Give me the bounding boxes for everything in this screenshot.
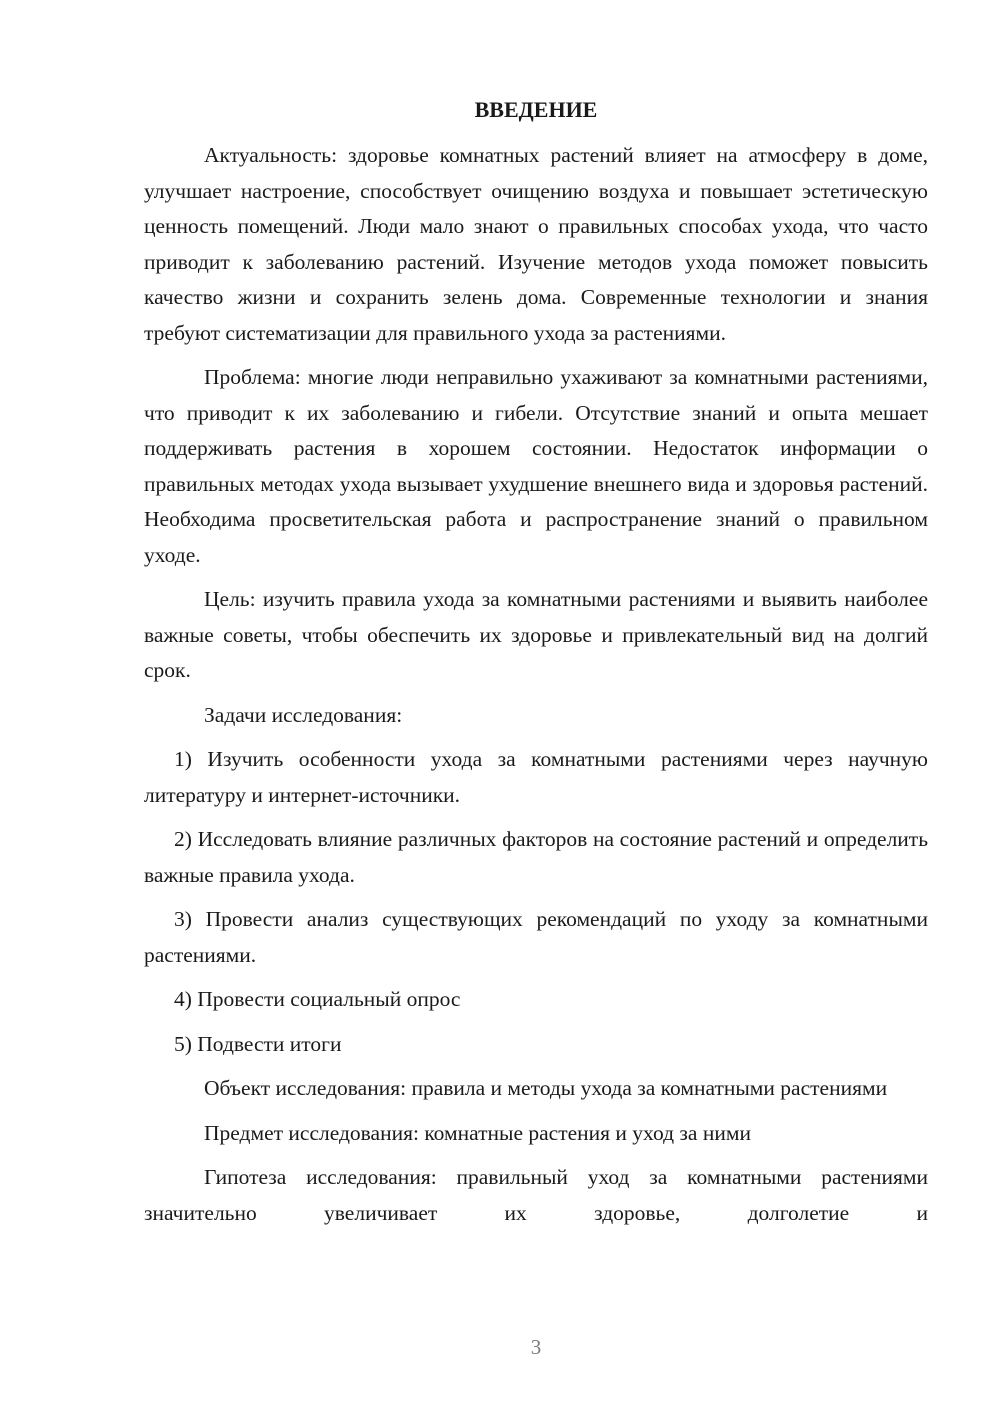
task-item-3: 3) Провести анализ существующих рекомендаций по уходу за комнатными растениями. — [144, 907, 928, 967]
page-content — [144, 96, 928, 1240]
relevance-paragraph: Актуальность: здоровье комнатных растений влияет на атмосферу в доме, улучшает настроение, способствует очищению воздуха и повышает эстетическую ценность помещений. Люди мало знают о правильных способах ухода, что часто приводит к заболеванию растений. Изучение методов ухода поможет повысить качество жизни и сохранить зелень дома. Современные технологии и знания требуют систематизации для правильного ухода за растениями. — [144, 143, 928, 345]
goal-paragraph: Цель: изучить правила ухода за комнатными растениями и выявить наиболее важные советы, чтобы обеспечить их здоровье и привлекательный вид на долгий срок. — [144, 587, 928, 682]
task-item-4: 4) Провести социальный опрос — [174, 987, 461, 1011]
page-number: 3 — [530, 1335, 542, 1359]
object-paragraph: Объект исследования: правила и методы ухода за комнатными растениями — [204, 1076, 888, 1100]
problem-paragraph: Проблема: многие люди неправильно ухаживают за комнатными растениями, что приводит к их заболеванию и гибели. Отсутствие знаний и опыта мешает поддерживать растения в хорошем состоянии. Недостаток информации о правильных методах ухода вызывает ухудшение внешнего вида и здоровья растений. Необходима просветительская работа и распространение знаний о правильном уходе. — [144, 365, 928, 567]
task-item-2: 2) Исследовать влияние различных факторов на состояние растений и определить важные правила ухода. — [144, 827, 928, 887]
section-title: ВВЕДЕНИЕ — [474, 97, 598, 122]
hypothesis-paragraph: Гипотеза исследования: правильный уход за комнатными растениями значительно увеличивает их здоровье, долголетие и — [144, 1165, 928, 1225]
task-item-1: 1) Изучить особенности ухода за комнатными растениями через научную литературу и интернет-источники. — [144, 747, 928, 807]
tasks-heading: Задачи исследования: — [204, 702, 403, 727]
subject-paragraph: Предмет исследования: комнатные растения и уход за ними — [204, 1120, 751, 1145]
task-item-5: 5) Подвести итоги — [174, 1031, 342, 1056]
